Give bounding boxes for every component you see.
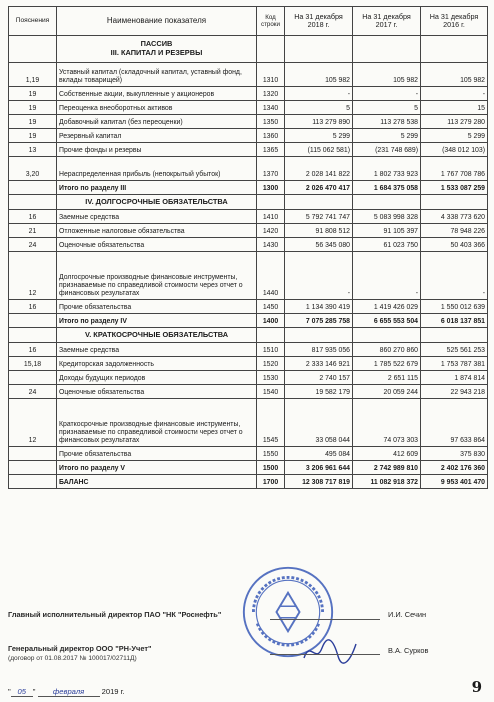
row-value-2017: 1 785 522 679 bbox=[353, 357, 421, 371]
table-row bbox=[9, 87, 488, 101]
accountant-contract-note: (договор от 01.08.2017 № 100017/02711Д) bbox=[8, 655, 137, 662]
header-2018: На 31 декабря 2018 г. bbox=[285, 7, 353, 36]
row-value-2016: 113 279 280 bbox=[421, 115, 488, 129]
row-note bbox=[9, 181, 57, 195]
signatures-block bbox=[8, 600, 487, 700]
row-note bbox=[9, 447, 57, 461]
table-row bbox=[9, 371, 488, 385]
row-note: 3,20 bbox=[9, 157, 57, 181]
header-line-code: Код строки bbox=[257, 7, 285, 36]
row-value-2016: 375 830 bbox=[421, 447, 488, 461]
row-value-2018: 33 058 044 bbox=[285, 399, 353, 447]
row-code: 1510 bbox=[257, 343, 285, 357]
row-code: 1545 bbox=[257, 399, 285, 447]
row-value-2017: 74 073 303 bbox=[353, 399, 421, 447]
table-row bbox=[9, 157, 488, 181]
row-value-2016: - bbox=[421, 252, 488, 300]
row-value-2017: 5 083 998 328 bbox=[353, 210, 421, 224]
row-value-2017 bbox=[353, 36, 421, 63]
row-value-2017: - bbox=[353, 252, 421, 300]
row-code: 1430 bbox=[257, 238, 285, 252]
row-indicator-name: Отложенные налоговые обязательства bbox=[57, 224, 257, 238]
row-value-2017: 113 278 538 bbox=[353, 115, 421, 129]
row-value-2017: 1 419 426 029 bbox=[353, 300, 421, 314]
table-row bbox=[9, 101, 488, 115]
row-value-2017: 61 023 750 bbox=[353, 238, 421, 252]
row-value-2017: 412 609 bbox=[353, 447, 421, 461]
row-indicator-name: Итого по разделу III bbox=[57, 181, 257, 195]
row-value-2018 bbox=[285, 195, 353, 210]
row-value-2016 bbox=[421, 36, 488, 63]
row-value-2017: 20 059 244 bbox=[353, 385, 421, 399]
row-indicator-name: Переоценка внеоборотных активов bbox=[57, 101, 257, 115]
row-indicator-name: Доходы будущих периодов bbox=[57, 371, 257, 385]
row-code: 1310 bbox=[257, 63, 285, 87]
row-value-2018: 5 792 741 747 bbox=[285, 210, 353, 224]
signing-date: " 05 " февраля 2019 г. bbox=[8, 687, 125, 696]
row-value-2018: - bbox=[285, 252, 353, 300]
row-code: 1440 bbox=[257, 252, 285, 300]
row-code: 1450 bbox=[257, 300, 285, 314]
row-value-2018: 7 075 285 758 bbox=[285, 314, 353, 328]
row-value-2018: 105 982 bbox=[285, 63, 353, 87]
ceo-name: И.И. Сечин bbox=[388, 610, 427, 619]
row-code: 1360 bbox=[257, 129, 285, 143]
row-code: 1365 bbox=[257, 143, 285, 157]
row-indicator-name: Уставный капитал (складочный капитал, уставный фонд, вклады товарищей) bbox=[57, 63, 257, 87]
row-value-2018: - bbox=[285, 87, 353, 101]
header-2016: На 31 декабря 2016 г. bbox=[421, 7, 488, 36]
row-value-2017: (231 748 689) bbox=[353, 143, 421, 157]
row-value-2016: 5 299 bbox=[421, 129, 488, 143]
date-year: 2019 г. bbox=[101, 687, 125, 696]
row-value-2018: 19 582 179 bbox=[285, 385, 353, 399]
row-note: 19 bbox=[9, 87, 57, 101]
table-header-row bbox=[9, 7, 488, 36]
row-value-2017: 5 299 bbox=[353, 129, 421, 143]
row-indicator-name: Кредиторская задолженность bbox=[57, 357, 257, 371]
row-value-2017: 6 655 553 504 bbox=[353, 314, 421, 328]
row-code: 1550 bbox=[257, 447, 285, 461]
row-value-2016: 525 561 253 bbox=[421, 343, 488, 357]
row-value-2016: 78 948 226 bbox=[421, 224, 488, 238]
table-row bbox=[9, 343, 488, 357]
row-value-2016: 22 943 218 bbox=[421, 385, 488, 399]
row-value-2018 bbox=[285, 328, 353, 343]
row-value-2016: 1 767 708 786 bbox=[421, 157, 488, 181]
section-title: IV. ДОЛГОСРОЧНЫЕ ОБЯЗАТЕЛЬСТВА bbox=[57, 195, 257, 210]
row-value-2018: 817 935 056 bbox=[285, 343, 353, 357]
row-value-2016: 97 633 864 bbox=[421, 399, 488, 447]
section-title: V. КРАТКОСРОЧНЫЕ ОБЯЗАТЕЛЬСТВА bbox=[57, 328, 257, 343]
table-row bbox=[9, 63, 488, 87]
date-day: 05 bbox=[11, 687, 33, 697]
row-indicator-name: Оценочные обязательства bbox=[57, 238, 257, 252]
row-note bbox=[9, 475, 57, 489]
row-code bbox=[257, 328, 285, 343]
row-note bbox=[9, 328, 57, 343]
row-note bbox=[9, 371, 57, 385]
ceo-title: Главный исполнительный директор ПАО "НК "Роснефть" bbox=[8, 610, 222, 619]
row-note: 16 bbox=[9, 210, 57, 224]
row-value-2016: 4 338 773 620 bbox=[421, 210, 488, 224]
accountant-title: Генеральный директор ООО "РН-Учет" bbox=[8, 644, 152, 653]
row-value-2018: 2 333 146 921 bbox=[285, 357, 353, 371]
row-note: 19 bbox=[9, 101, 57, 115]
row-value-2018: 56 345 080 bbox=[285, 238, 353, 252]
row-value-2018: 2 028 141 822 bbox=[285, 157, 353, 181]
row-value-2018 bbox=[285, 36, 353, 63]
row-code: 1320 bbox=[257, 87, 285, 101]
ceo-signature-line bbox=[270, 619, 380, 620]
row-indicator-name: Долгосрочные производные финансовые инструменты, признаваемые по справедливой стоимости через отчет о финансовых результатах bbox=[57, 252, 257, 300]
row-code: 1300 bbox=[257, 181, 285, 195]
row-value-2017: 2 651 115 bbox=[353, 371, 421, 385]
table-row bbox=[9, 115, 488, 129]
row-value-2017: 2 742 989 810 bbox=[353, 461, 421, 475]
table-row bbox=[9, 129, 488, 143]
row-note bbox=[9, 36, 57, 63]
table-body bbox=[9, 36, 488, 489]
date-month: февраля bbox=[38, 687, 100, 697]
table-row bbox=[9, 143, 488, 157]
row-note: 19 bbox=[9, 129, 57, 143]
table-row bbox=[9, 210, 488, 224]
row-code: 1340 bbox=[257, 101, 285, 115]
table-row bbox=[9, 300, 488, 314]
table-row bbox=[9, 224, 488, 238]
total-row bbox=[9, 461, 488, 475]
row-indicator-name: Итого по разделу IV bbox=[57, 314, 257, 328]
row-code: 1520 bbox=[257, 357, 285, 371]
table-row bbox=[9, 399, 488, 447]
row-value-2018: 113 279 890 bbox=[285, 115, 353, 129]
row-code: 1700 bbox=[257, 475, 285, 489]
header-indicator-name: Наименование показателя bbox=[57, 7, 257, 36]
row-value-2018: 2 740 157 bbox=[285, 371, 353, 385]
row-value-2016: 1 533 087 259 bbox=[421, 181, 488, 195]
page-number: 9 bbox=[471, 678, 482, 696]
row-indicator-name: Заемные средства bbox=[57, 343, 257, 357]
total-row bbox=[9, 181, 488, 195]
row-value-2018: (115 062 581) bbox=[285, 143, 353, 157]
row-value-2016: 1 874 814 bbox=[421, 371, 488, 385]
row-note bbox=[9, 461, 57, 475]
row-code: 1420 bbox=[257, 224, 285, 238]
row-value-2018: 2 026 470 417 bbox=[285, 181, 353, 195]
row-value-2016: (348 012 103) bbox=[421, 143, 488, 157]
row-value-2018: 91 808 512 bbox=[285, 224, 353, 238]
row-note bbox=[9, 195, 57, 210]
table-row bbox=[9, 238, 488, 252]
table-row bbox=[9, 385, 488, 399]
row-note: 13 bbox=[9, 143, 57, 157]
row-note: 21 bbox=[9, 224, 57, 238]
row-note: 16 bbox=[9, 300, 57, 314]
row-note: 16 bbox=[9, 343, 57, 357]
row-value-2017: 1 684 375 058 bbox=[353, 181, 421, 195]
row-code: 1400 bbox=[257, 314, 285, 328]
row-indicator-name: Прочие обязательства bbox=[57, 300, 257, 314]
row-value-2018: 5 bbox=[285, 101, 353, 115]
row-note: 15,18 bbox=[9, 357, 57, 371]
row-note bbox=[9, 314, 57, 328]
row-code: 1410 bbox=[257, 210, 285, 224]
total-row bbox=[9, 475, 488, 489]
section-header-row bbox=[9, 36, 488, 63]
accountant-name: В.А. Сурков bbox=[388, 646, 429, 655]
row-value-2016: 1 753 787 381 bbox=[421, 357, 488, 371]
header-notes: Пояснения bbox=[9, 7, 57, 36]
liabilities-table bbox=[8, 6, 488, 489]
row-value-2017: 105 982 bbox=[353, 63, 421, 87]
row-value-2017: - bbox=[353, 87, 421, 101]
row-note: 24 bbox=[9, 238, 57, 252]
row-value-2018: 5 299 bbox=[285, 129, 353, 143]
row-indicator-name: Заемные средства bbox=[57, 210, 257, 224]
row-value-2016: 15 bbox=[421, 101, 488, 115]
row-value-2018: 3 206 961 644 bbox=[285, 461, 353, 475]
row-value-2016: 50 403 366 bbox=[421, 238, 488, 252]
table-row bbox=[9, 252, 488, 300]
row-indicator-name: Оценочные обязательства bbox=[57, 385, 257, 399]
row-code: 1540 bbox=[257, 385, 285, 399]
table-row bbox=[9, 357, 488, 371]
accountant-signature-line bbox=[270, 654, 380, 655]
row-value-2016 bbox=[421, 328, 488, 343]
row-indicator-name: БАЛАНС bbox=[57, 475, 257, 489]
row-value-2017 bbox=[353, 328, 421, 343]
row-value-2018: 1 134 390 419 bbox=[285, 300, 353, 314]
row-indicator-name: Краткосрочные производные финансовые инструменты, признаваемые по справедливой стоимости через отчет о финансовых результатах bbox=[57, 399, 257, 447]
row-indicator-name: Добавочный капитал (без переоценки) bbox=[57, 115, 257, 129]
row-indicator-name: Прочие обязательства bbox=[57, 447, 257, 461]
row-value-2017: 1 802 733 923 bbox=[353, 157, 421, 181]
row-indicator-name: Собственные акции, выкупленные у акционеров bbox=[57, 87, 257, 101]
table-row bbox=[9, 447, 488, 461]
row-value-2016: 9 953 401 470 bbox=[421, 475, 488, 489]
row-indicator-name: Прочие фонды и резервы bbox=[57, 143, 257, 157]
row-code: 1530 bbox=[257, 371, 285, 385]
row-code: 1500 bbox=[257, 461, 285, 475]
row-note: 1,19 bbox=[9, 63, 57, 87]
row-note: 24 bbox=[9, 385, 57, 399]
row-indicator-name: Итого по разделу V bbox=[57, 461, 257, 475]
row-code bbox=[257, 36, 285, 63]
row-value-2017: 5 bbox=[353, 101, 421, 115]
row-note: 12 bbox=[9, 399, 57, 447]
row-value-2017: 91 105 397 bbox=[353, 224, 421, 238]
row-value-2016 bbox=[421, 195, 488, 210]
row-value-2017 bbox=[353, 195, 421, 210]
row-code bbox=[257, 195, 285, 210]
row-value-2016: 2 402 176 360 bbox=[421, 461, 488, 475]
row-value-2016: 1 550 012 639 bbox=[421, 300, 488, 314]
row-indicator-name: Резервный капитал bbox=[57, 129, 257, 143]
row-code: 1350 bbox=[257, 115, 285, 129]
header-2017: На 31 декабря 2017 г. bbox=[353, 7, 421, 36]
balance-sheet bbox=[8, 6, 487, 489]
row-indicator-name: Нераспределенная прибыль (непокрытый убыток) bbox=[57, 157, 257, 181]
row-note: 12 bbox=[9, 252, 57, 300]
row-value-2018: 12 308 717 819 bbox=[285, 475, 353, 489]
total-row bbox=[9, 314, 488, 328]
row-note: 19 bbox=[9, 115, 57, 129]
section-title: ПАССИВ III. КАПИТАЛ И РЕЗЕРВЫ bbox=[57, 36, 257, 63]
row-value-2016: - bbox=[421, 87, 488, 101]
row-value-2017: 11 082 918 372 bbox=[353, 475, 421, 489]
section-header-row bbox=[9, 195, 488, 210]
row-value-2016: 6 018 137 851 bbox=[421, 314, 488, 328]
row-value-2016: 105 982 bbox=[421, 63, 488, 87]
row-code: 1370 bbox=[257, 157, 285, 181]
row-value-2018: 495 084 bbox=[285, 447, 353, 461]
section-header-row bbox=[9, 328, 488, 343]
row-value-2017: 860 270 860 bbox=[353, 343, 421, 357]
